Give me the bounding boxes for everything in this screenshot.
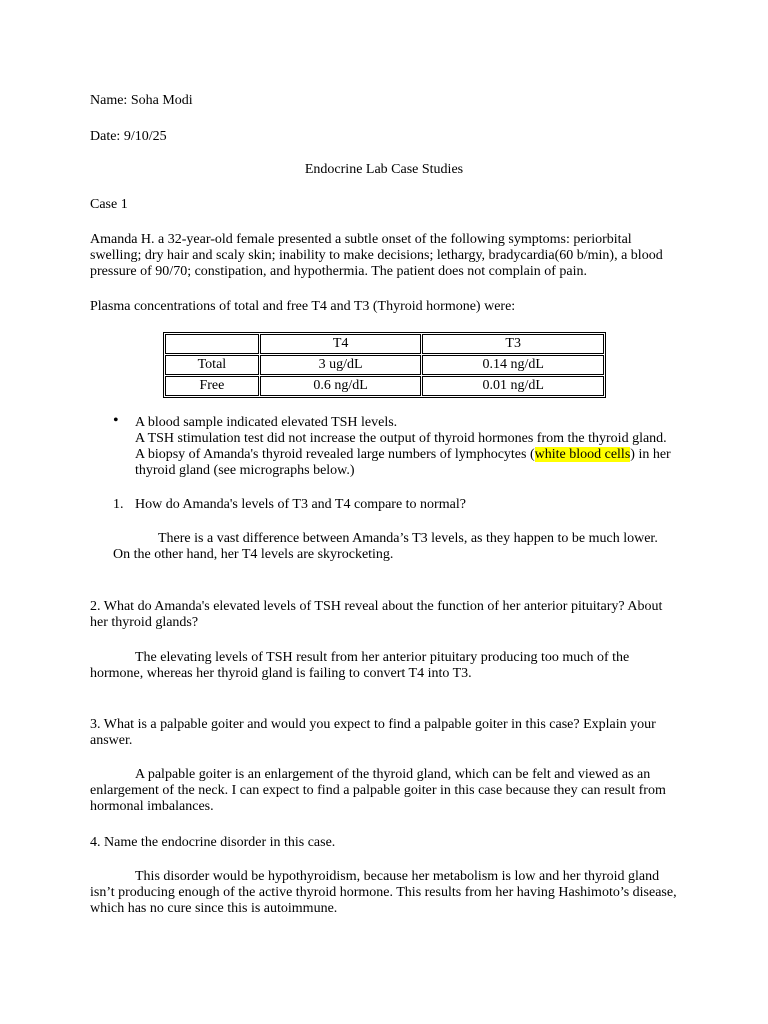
table-cell: 0.01 ng/dL [422, 376, 604, 396]
date-line: Date: 9/10/25 [90, 129, 167, 144]
question-1-text: How do Amanda's levels of T3 and T4 compare to normal? [135, 497, 466, 512]
answer-1: There is a vast difference between Amanda’s T3 levels, as they happen to be much lower. On the other hand, her T4 levels are skyrocketing. [113, 531, 658, 562]
bullet-line-biopsy-start: A biopsy of Amanda's thyroid revealed large numbers of lymphocytes ( [135, 447, 535, 462]
case-intro: Amanda H. a 32-year-old female presented a subtle onset of the following symptoms: periorbital swelling; dry hair and scaly skin; inability to make decisions; lethargy, bradycardia(60 b/min), a blood pressure of 90/70; constipation, and hypothermia. The patient does not complain of pain. [90, 232, 663, 279]
question-4: 4. Name the endocrine disorder in this case. [90, 835, 336, 850]
table-cell: 0.14 ng/dL [422, 355, 604, 375]
table-row [165, 376, 604, 396]
table-header-cell: T3 [422, 334, 604, 354]
answer-2: The elevating levels of TSH result from her anterior pituitary producing too much of the hormone, whereas her thyroid gland is failing to convert T4 into T3. [90, 650, 630, 681]
table-cell: 3 ug/dL [260, 355, 422, 375]
answer-4: This disorder would be hypothyroidism, because her metabolism is low and her thyroid gland isn’t producing enough of the active thyroid hormone. This results from her having Hashimoto’s disease, which has no cure since this is autoimmune. [90, 869, 677, 916]
plasma-intro: Plasma concentrations of total and free T4 and T3 (Thyroid hormone) were: [90, 299, 516, 314]
question-1-number: 1. [113, 497, 124, 512]
bullet-line-tsh: A blood sample indicated elevated TSH levels. [135, 415, 398, 430]
answer-3: A palpable goiter is an enlargement of the thyroid gland, which can be felt and viewed as an enlargement of the neck. I can expect to find a palpable goiter in this case because they can result from hormonal imbalances. [90, 767, 666, 814]
table-header-cell: T4 [260, 334, 422, 354]
table-cell: Free [165, 376, 259, 396]
table-cell: 0.6 ng/dL [260, 376, 422, 396]
bullet-line-stimulation: A TSH stimulation test did not increase the output of thyroid hormones from the thyroid gland. [135, 431, 667, 446]
question-3: 3. What is a palpable goiter and would you expect to find a palpable goiter in this case? Explain your answer. [90, 717, 656, 748]
student-name: Name: Soha Modi [90, 93, 193, 108]
question-2: 2. What do Amanda's elevated levels of TSH reveal about the function of her anterior pituitary? About her thyroid glands? [90, 599, 663, 630]
document-title: Endocrine Lab Case Studies [304, 162, 464, 177]
plasma-concentration-table [163, 332, 606, 398]
table-cell: Total [165, 355, 259, 375]
bullet-marker: • [113, 412, 119, 429]
highlighted-text: white blood cells [534, 447, 631, 462]
table-row [165, 355, 604, 375]
bullet-line-biopsy-end: ) in her thyroid gland (see micrographs below.) [135, 447, 671, 478]
bullet-text [135, 415, 680, 479]
case-heading: Case 1 [90, 197, 128, 212]
table-header-row [165, 334, 604, 354]
table-header-cell [165, 334, 259, 354]
